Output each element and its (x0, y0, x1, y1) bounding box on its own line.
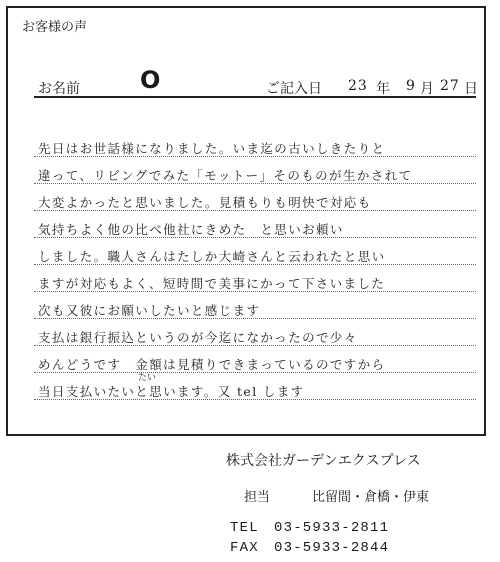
ruby-annotation: たい (138, 373, 157, 383)
date-label: ご記入日 (266, 81, 322, 97)
name-value: O (140, 66, 161, 94)
contact-names: 比留間・倉橋・伊東 (312, 490, 430, 505)
fax-number: FAX 03-5933-2844 (230, 540, 390, 556)
date-day: 27 (440, 78, 460, 94)
company-name: 株式会社ガーデンエクスプレス (226, 453, 421, 469)
handwritten-line: 大変よかったと思いました。見積もりも明快で対応も (38, 195, 372, 210)
handwritten-line: しました。職人さんはたしか大崎さんと云われたと思い (38, 249, 386, 264)
handwritten-line: 当日支払いたいと思います。又 tel します (38, 384, 305, 399)
handwritten-line: 先日はお世話様になりました。いま迄の古いしきたりと (38, 141, 386, 156)
handwritten-line: 次も又彼にお願いしたいと感じます (38, 303, 261, 318)
date-month: 9 (406, 78, 416, 94)
tel-number: TEL 03-5933-2811 (230, 520, 390, 536)
handwritten-line: 支払は銀行振込というのが今迄になかったので少々 (38, 330, 358, 345)
handwritten-line: 違って、リビングでみた「モットー」そのものが生かされて (38, 168, 413, 183)
date-day-unit: 日 (464, 81, 478, 97)
name-label: お名前 (38, 81, 80, 97)
handwritten-line: 気持ちよく他の比べ他社にきめた と思いお頼い (38, 222, 344, 237)
date-year-unit: 年 (376, 81, 390, 97)
card-title: お客様の声 (22, 20, 88, 35)
handwritten-line: ますが対応もよく、短時間で美事にかって下さいました (38, 276, 386, 291)
date-year: 23 (348, 78, 368, 94)
date-month-unit: 月 (420, 81, 434, 97)
handwritten-line: めんどうです 金額は見積りできまっているのですから (38, 357, 386, 372)
contact-label: 担当 (244, 490, 271, 505)
name-underline (34, 96, 476, 98)
customer-voice-card (6, 6, 486, 436)
